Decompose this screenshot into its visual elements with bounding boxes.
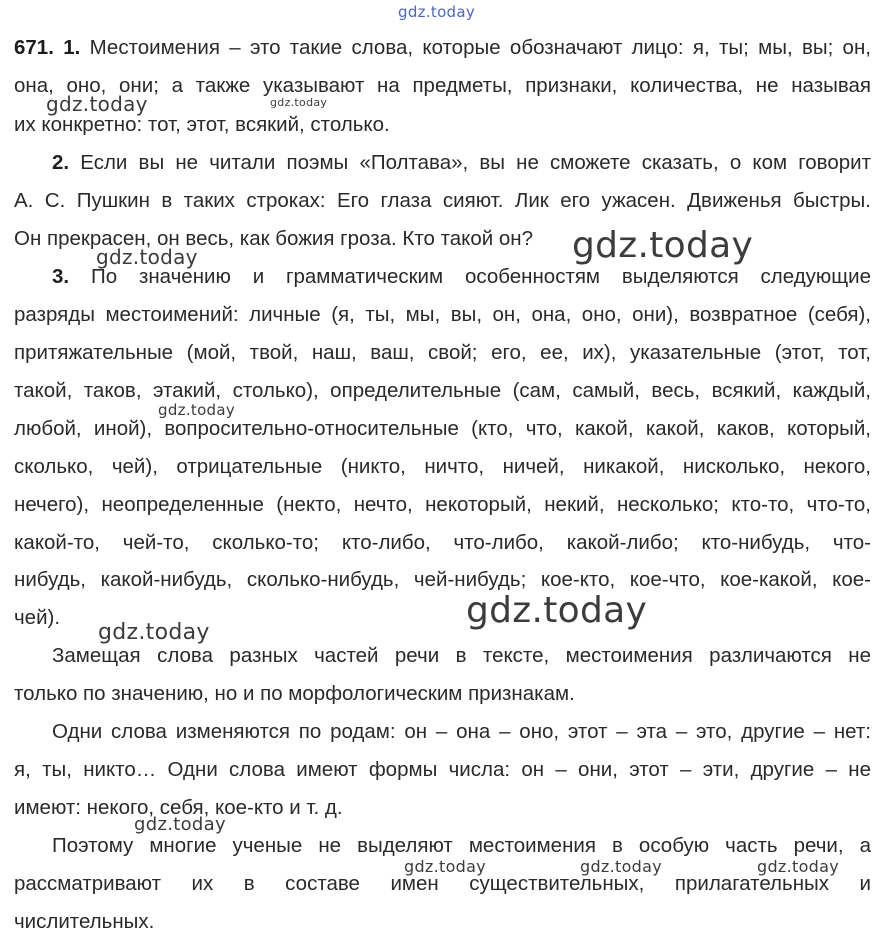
text-line-22: Поэтому многие ученые не выделяют местоимения в особую часть речи, а	[52, 834, 871, 857]
text-line-13: нечего), неопределенные (некто, нечто, некоторый, некий, несколько; кто-то, что-то,	[14, 493, 871, 516]
watermark: gdz.today	[572, 225, 754, 266]
text-line-14: какой-то, чей-то, сколько-то; кто-либо, что-либо, какой-либо; кто-нибудь, что-	[14, 531, 871, 554]
text-line-23: рассматривают их в составе имен существительных, прилагательных и	[14, 872, 871, 895]
watermark: gdz.today	[580, 857, 662, 876]
watermark: gdz.today	[757, 857, 839, 876]
line-text: По значению и грамматическим особенностям выделяются следующие	[90, 265, 871, 288]
text-line-17: Замещая слова разных частей речи в тексте, местоимения различаются не	[52, 644, 871, 667]
text-line-3: их конкретно: тот, этот, всякий, столько.	[14, 113, 390, 136]
watermark: gdz.today	[270, 96, 328, 109]
text-line-5: А. С. Пушкин в таких строках: Его глаза сияют. Лик его ужасен. Движенья быстры.	[14, 189, 871, 212]
text-line-15: нибудь, какой-нибудь, сколько-нибудь, чей-нибудь; кое-кто, кое-что, кое-какой, кое-	[14, 568, 871, 591]
text-line-2: она, оно, они; а также указывают на предметы, признаки, количества, не называя	[14, 74, 871, 97]
item-number-1: 1.	[63, 36, 81, 59]
header-watermark: gdz.today	[398, 3, 476, 21]
item-number-2: 2.	[52, 151, 70, 174]
text-line-4	[52, 151, 871, 175]
watermark: gdz.today	[404, 857, 486, 876]
text-line-21: имеют: некого, себя, кое-кто и т. д.	[14, 796, 343, 819]
watermark: gdz.today	[96, 245, 198, 269]
text-line-18: только по значению, но и по морфологическим признакам.	[14, 682, 575, 705]
text-line-8: разряды местоимений: личные (я, ты, мы, вы, он, она, оно, они), возвратное (себя),	[14, 303, 871, 326]
text-line-10: такой, таков, этакий, столько), определительные (сам, самый, весь, всякий, каждый,	[14, 379, 871, 402]
line-text: Если вы не читали поэмы «Полтава», вы не сможете сказать, о ком говорит	[80, 151, 871, 174]
text-line-12: сколько, чей), отрицательные (никто, ничто, ничей, никакой, нисколько, некого,	[14, 455, 871, 478]
watermark: gdz.today	[46, 92, 148, 116]
text-line-24: числительных.	[14, 910, 155, 933]
watermark: gdz.today	[98, 620, 210, 645]
item-number-3: 3.	[52, 265, 70, 288]
text-line-11: любой, иной), вопросительно-относительные (кто, что, какой, какой, каков, который,	[14, 417, 871, 440]
watermark: gdz.today	[466, 590, 648, 631]
text-line-1	[14, 36, 871, 60]
text-line-19: Одни слова изменяются по родам: он – она – оно, этот – эта – это, другие – нет:	[52, 720, 871, 743]
text-line-16: чей).	[14, 606, 61, 629]
watermark: gdz.today	[158, 401, 236, 419]
text-line-9: притяжательные (мой, твой, наш, ваш, свой; его, ее, их), указательные (этот, тот,	[14, 341, 871, 364]
line-text: Местоимения – это такие слова, которые обозначают лицо: я, ты; мы, вы; он,	[89, 36, 871, 59]
text-line-6: Он прекрасен, он весь, как божия гроза. Кто такой он?	[14, 227, 534, 250]
exercise-number: 671.	[14, 36, 54, 59]
text-line-20: я, ты, никто… Одни слова имеют формы числа: он – они, этот – эти, другие – не	[14, 758, 871, 781]
watermark: gdz.today	[134, 814, 226, 835]
